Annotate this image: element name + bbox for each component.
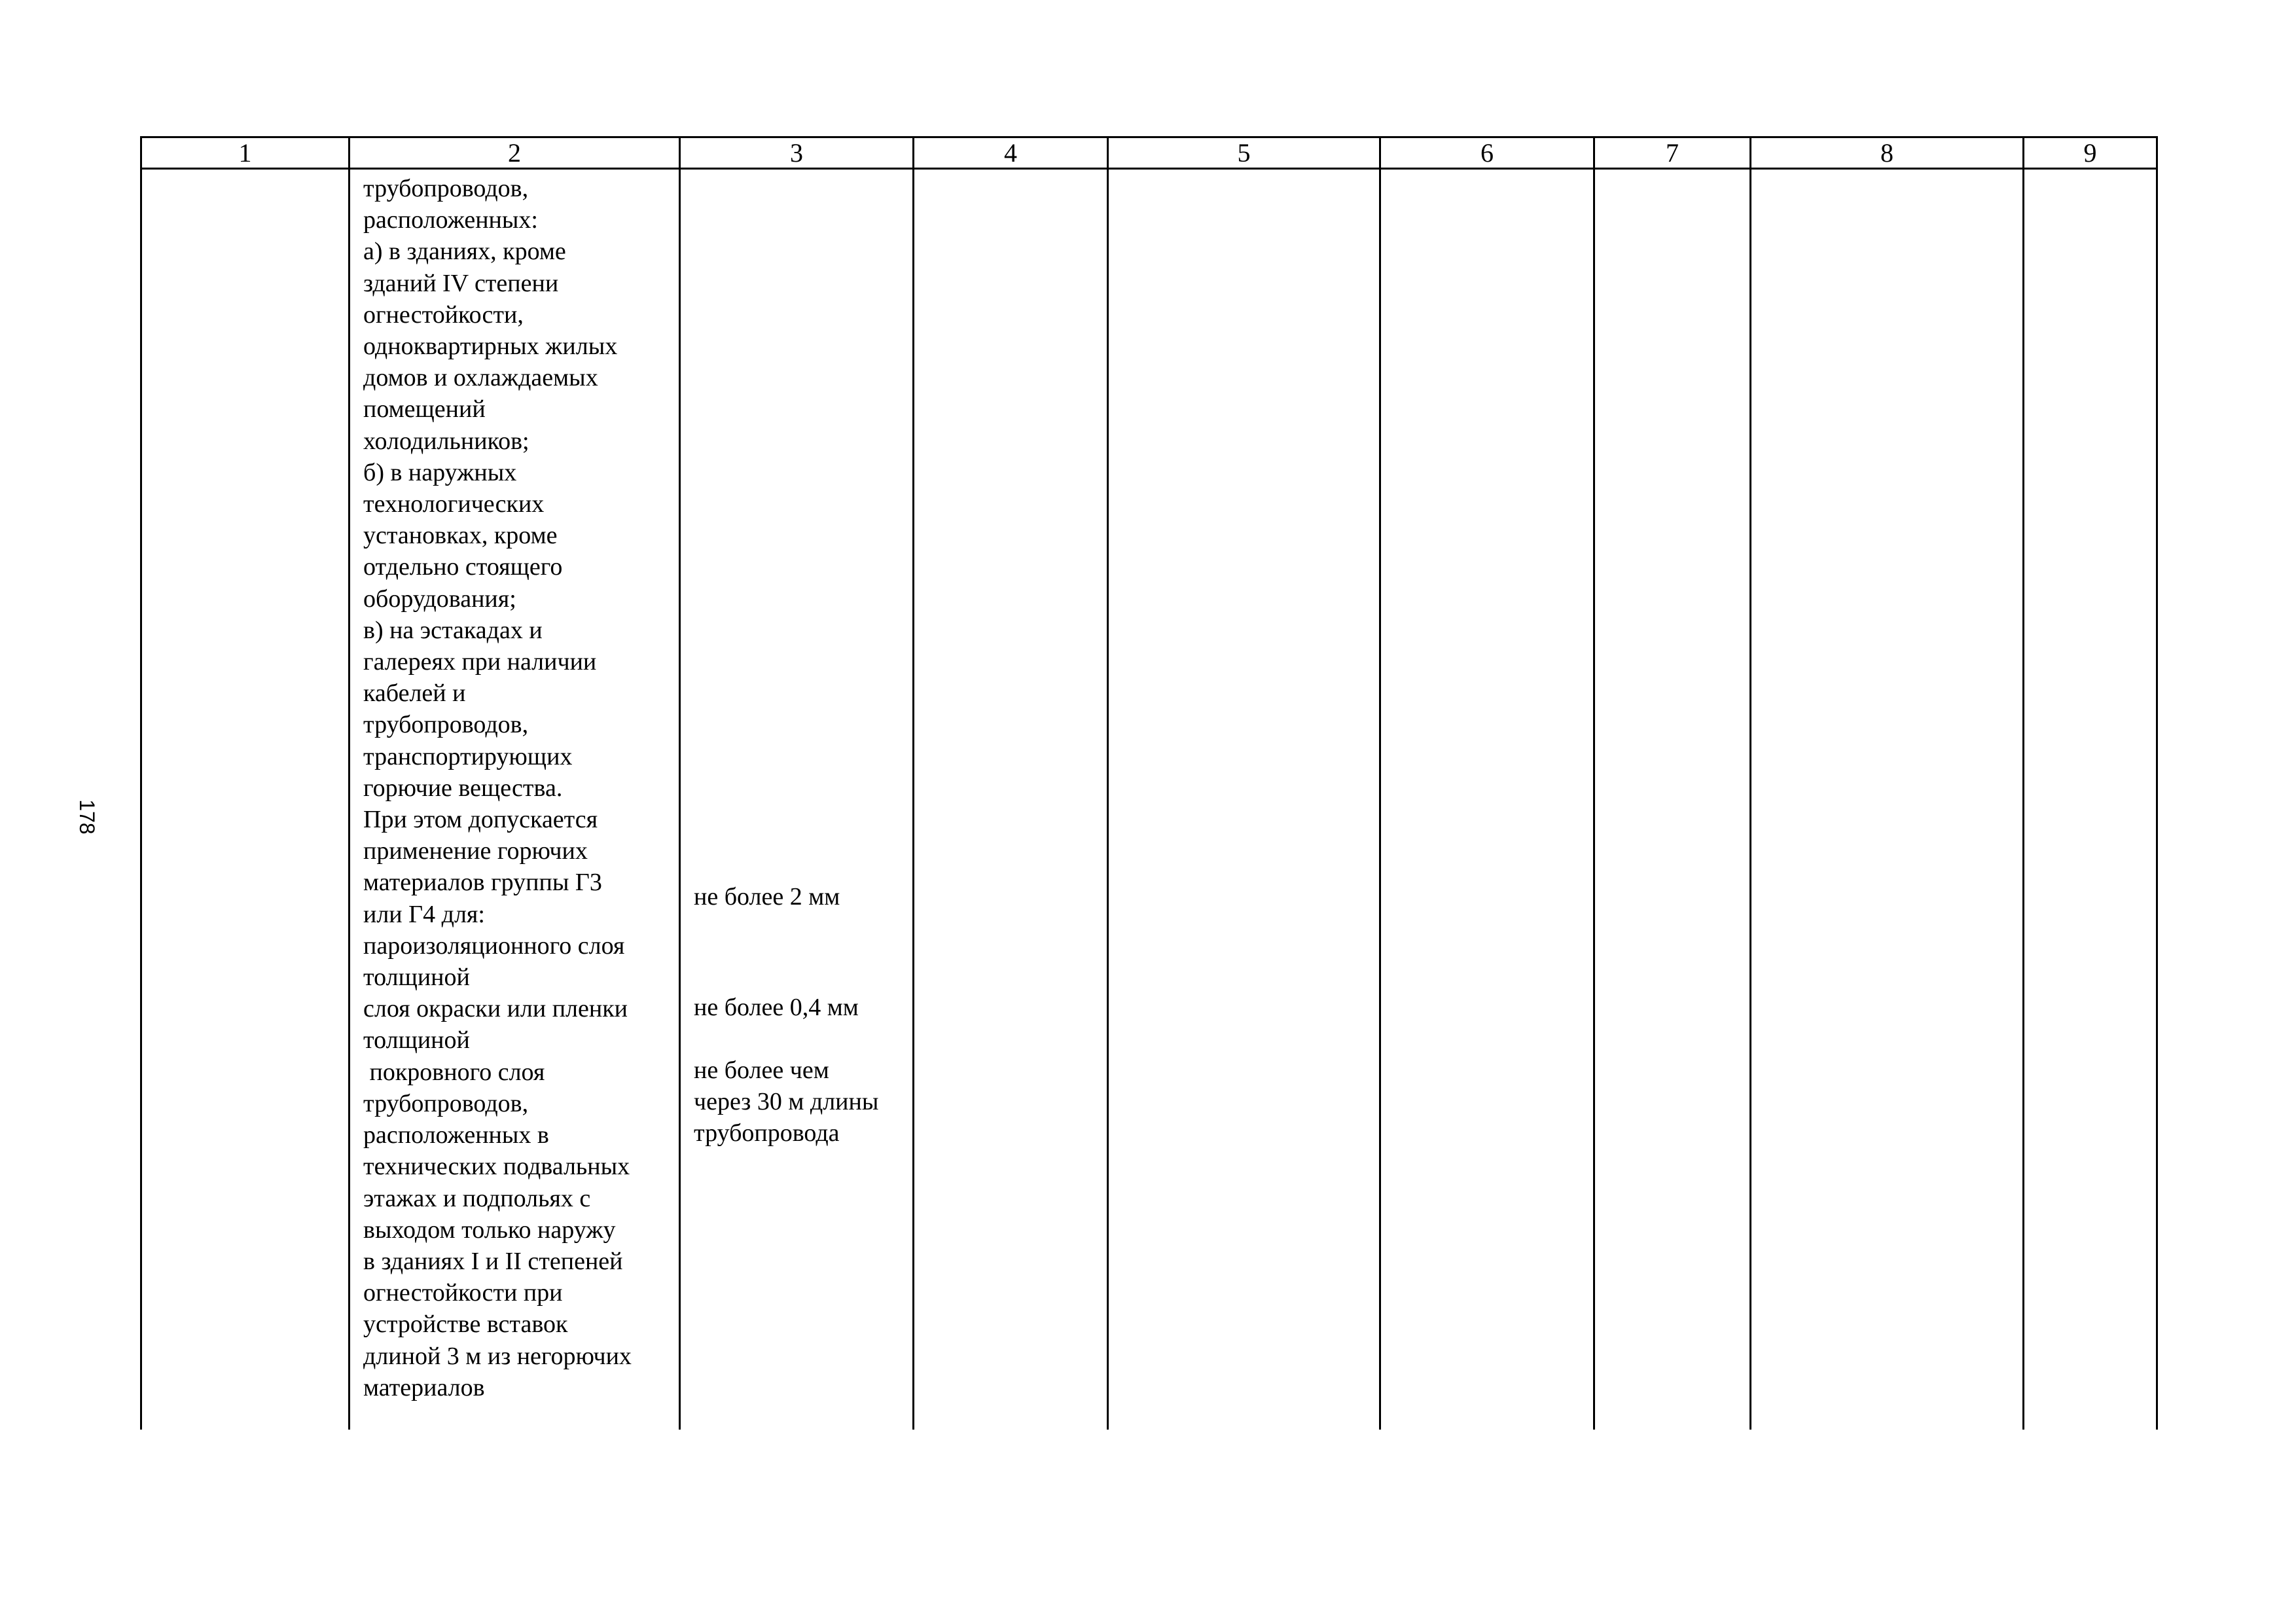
requirement-line: технических подвальных <box>363 1153 630 1181</box>
requirement-line: трубопроводов, <box>363 175 529 202</box>
requirement-line: б) в наружных <box>363 458 517 486</box>
requirement-line: отдельно стоящего <box>363 553 563 581</box>
requirement-line: в зданиях I и II степеней <box>363 1247 623 1275</box>
requirement-line: установках, кроме <box>363 522 558 550</box>
requirement-line: холодильников; <box>363 427 529 455</box>
requirement-line: помещений <box>363 395 486 424</box>
requirement-line: в) на эстакадах и <box>363 616 543 644</box>
requirement-line: зданий IV степени <box>363 269 559 297</box>
requirement-line: материалов группы Г3 <box>363 869 602 897</box>
requirement-line: При этом допускается <box>363 806 598 834</box>
requirement-line: длиной 3 м из негорючих <box>363 1342 632 1370</box>
requirement-line: расположенных в <box>363 1121 549 1149</box>
requirements-table <box>140 136 2156 1430</box>
requirement-line: или Г4 для: <box>363 900 485 928</box>
header-cell-9: 9 <box>2083 138 2097 168</box>
requirement-line: огнестойкости при <box>363 1279 563 1307</box>
requirement-line: домов и охлаждаемых <box>363 364 598 392</box>
col-border-7 <box>1749 136 1751 1430</box>
col-border-1 <box>348 136 350 1430</box>
paint-film-thickness: не более 0,4 мм <box>694 994 859 1021</box>
requirement-line: материалов <box>363 1373 485 1401</box>
header-cell-4: 4 <box>1004 138 1017 168</box>
requirement-line: одноквартирных жилых <box>363 333 618 361</box>
requirement-line: применение горючих <box>363 837 588 865</box>
cover-layer-line-3: трубопровода <box>694 1119 840 1147</box>
requirement-line: трубопроводов, <box>363 711 529 739</box>
header-cell-8: 8 <box>1880 138 1893 168</box>
cover-layer-line-2: через 30 м длины <box>694 1088 879 1115</box>
requirement-line: галереях при наличии <box>363 648 597 676</box>
requirement-line: транспортирующих <box>363 742 573 770</box>
requirement-line: выходом только наружу <box>363 1216 616 1244</box>
requirement-line: горючие вещества. <box>363 774 563 802</box>
header-cell-2: 2 <box>508 138 521 168</box>
header-cell-7: 7 <box>1666 138 1679 168</box>
cover-layer-line-1: не более чем <box>694 1056 829 1084</box>
col-border-3 <box>912 136 914 1430</box>
header-bottom-border <box>140 168 2158 170</box>
requirement-line: этажах и подпольях с <box>363 1184 591 1212</box>
col-border-2 <box>679 136 681 1430</box>
page-number: 178 <box>75 799 99 835</box>
requirement-line: слоя окраски или пленки <box>363 995 628 1023</box>
header-cell-5: 5 <box>1237 138 1251 168</box>
requirement-line: трубопроводов, <box>363 1089 529 1117</box>
requirement-text <box>363 173 671 1403</box>
header-cell-1: 1 <box>238 138 252 168</box>
requirement-line: огнестойкости, <box>363 300 524 329</box>
requirement-line: пароизоляционного слоя <box>363 931 625 960</box>
requirement-line: оборудования; <box>363 585 516 613</box>
col-border-5 <box>1379 136 1381 1430</box>
requirement-line: толщиной <box>363 1026 470 1055</box>
col-border-0 <box>140 136 142 1430</box>
col-border-6 <box>1593 136 1595 1430</box>
requirement-line: устройстве вставок <box>363 1310 568 1339</box>
header-cell-6: 6 <box>1480 138 1494 168</box>
requirement-line: кабелей и <box>363 679 466 708</box>
vapor-barrier-thickness: не более 2 мм <box>694 883 840 911</box>
header-cell-3: 3 <box>790 138 803 168</box>
col-border-4 <box>1107 136 1109 1430</box>
requirement-line: расположенных: <box>363 206 538 234</box>
col-border-9 <box>2156 136 2158 1430</box>
col-border-8 <box>2022 136 2024 1430</box>
requirement-line: а) в зданиях, кроме <box>363 238 566 266</box>
requirement-line: технологических <box>363 490 545 518</box>
requirement-line: толщиной <box>363 964 470 992</box>
requirement-line: покровного слоя <box>363 1058 545 1086</box>
